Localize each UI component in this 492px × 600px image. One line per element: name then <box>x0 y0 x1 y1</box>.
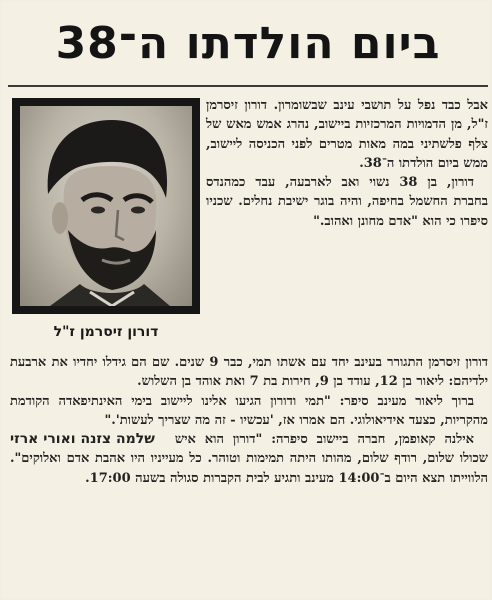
portrait-photo <box>20 106 192 306</box>
article-paragraph: דורון זיסרמן התגורר בעינב יחד עם אשתו תמי, כבר 9 שנים. שם הם גידלו יחדיו את ארבעת ילדיהם: ליאור בן 12, עודד בן 9, חירות בת 7 ואת אוהד בן השלוש. <box>10 355 488 390</box>
portrait-illustration <box>20 106 192 306</box>
article-paragraph: דורון, בן 38 נשוי ואב לארבעה, עבד כמהנדס בחברת החשמל בחיפה, והיה בוגר ישיבת נחלים. שכניו סיפרו כי הוא "אדם מחונן ואהוב." <box>206 175 488 229</box>
headline: ביום הולדתו ה־38 <box>55 18 441 69</box>
article-right-column <box>206 96 488 231</box>
byline: שלמה צזנה ואורי ארזי <box>10 431 155 448</box>
photo-caption: דורון זיסרמן ז"ל <box>53 324 159 340</box>
article-paragraph: אבל כבד נפל על תושבי עינב שבשומרון. דורון זיסרמן ז"ל, מן הדמויות המרכזיות ביישוב, נהרג אמש מאש של צלף פלשתיני במה מאות מטרים לפני הכניסה ליישוב, ממש ביום הולדתו ה־38. <box>206 98 488 171</box>
article-paragraph-text: אילנה קאופמן, חברה ביישוב סיפרה: "דורון הוא איש שכולו שלום, רודף שלום, מהותו היתה תמימות וטוהר. כל מעייניו היו אהבת אדם ואלוקים". הלווייתו תצא היום ב־14:00 מעינב ותגיע לבית הקברות סגולה בשעה 17:00. <box>10 432 488 486</box>
article-full-width <box>10 353 488 488</box>
newspaper-clipping <box>2 2 490 598</box>
portrait-photo-frame <box>12 98 200 314</box>
article-paragraph: ברוך ליאור מעינב סיפר: "תמי ודורון הגיעו אלינו ליישוב בימי האינתיפאדה הקודמת מהקריות, כצעד אידיאולוגי. הם אמרו אז, 'עכשיו - זה מה שצריך לעשות'." <box>10 393 488 428</box>
headline-rule <box>8 85 488 87</box>
article-paragraph-last <box>10 430 488 488</box>
